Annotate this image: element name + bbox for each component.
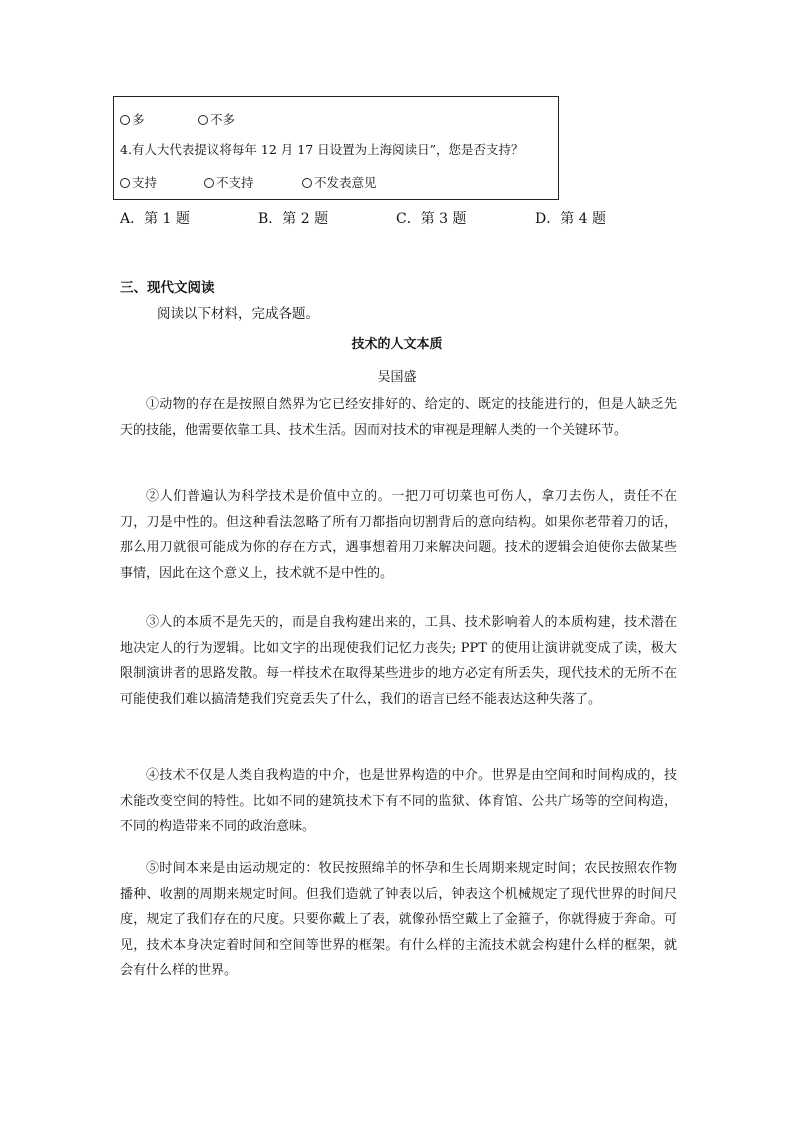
option-label: 不支持 bbox=[216, 175, 254, 190]
option-label: 多 bbox=[132, 112, 145, 127]
option-support[interactable] bbox=[120, 173, 157, 191]
paragraph-3: ③人的本质不是先天的，而是自我构建出来的，工具、技术影响着人的本质构建，技术潜在地决定人的行为逻辑。比如文字的出现使我们记忆力丧失; PPT 的使用让演讲就变成了读，极大限制演讲者的思路发散。每一样技术在取得某些进步的地方必定有所丢失，现代技术的无所不在可能使我们难以搞清楚我们究竟丢失了什么，我们的语言已经不能表达这种失落了。 bbox=[120, 615, 677, 707]
option-not-support[interactable] bbox=[204, 173, 254, 191]
radio-circle-icon[interactable] bbox=[204, 178, 214, 188]
question-4: 4.有人大代表提议将每年 12 月 17 日设置为上海阅读日”，您是否支持？ bbox=[120, 142, 524, 157]
article-title: 技术的人文本质 bbox=[351, 337, 443, 352]
choice-c[interactable]: C．第 3 题 bbox=[396, 211, 467, 227]
radio-circle-icon[interactable] bbox=[302, 178, 312, 188]
option-duo[interactable] bbox=[120, 110, 145, 128]
radio-circle-icon[interactable] bbox=[120, 115, 130, 125]
survey-box bbox=[113, 96, 559, 200]
paragraph-5: ⑤时间本来是由运动规定的：牧民按照绵羊的怀孕和生长周期来规定时间；农民按照农作物播种、收割的周期来规定时间。但我们造就了钟表以后，钟表这个机械规定了现代世界的时间尺度，规定了我们存在的尺度。只要你戴上了表，就像孙悟空戴上了金箍子，你就得疲于奔命。可见，技术本身决定着时间和空间等世界的框架。有什么样的主流技术就会构建什么样的框架，就会有什么样的世界。 bbox=[120, 861, 677, 978]
paragraph-1: ①动物的存在是按照自然界为它已经安排好的、给定的、既定的技能进行的，但是人缺乏先天的技能，他需要依靠工具、技术生活。因而对技术的审视是理解人类的一个关键环节。 bbox=[120, 397, 677, 438]
option-no-opinion[interactable] bbox=[302, 173, 377, 191]
answer-choices bbox=[120, 208, 640, 228]
paragraph-2: ②人们普遍认为科学技术是价值中立的。一把刀可切菜也可伤人，拿刀去伤人，责任不在刀，刀是中性的。但这种看法忽略了所有刀都指向切割背后的意向结构。如果你老带着刀的话，那么用刀就很可能成为你的存在方式，遇事想着用刀来解决问题。技术的逻辑会迫使你去做某些事情，因此在这个意义上，技术就不是中性的。 bbox=[120, 489, 677, 581]
radio-circle-icon[interactable] bbox=[198, 115, 208, 125]
radio-circle-icon[interactable] bbox=[120, 178, 130, 188]
section-title: 三、现代文阅读 bbox=[120, 280, 215, 296]
choice-b[interactable]: B．第 2 题 bbox=[258, 211, 329, 227]
option-label: 支持 bbox=[132, 175, 158, 190]
paragraph-4: ④技术不仅是人类自我构造的中介，也是世界构造的中介。世界是由空间和时间构成的，技术能改变空间的特性。比如不同的建筑技术下有不同的监狱、体育馆、公共广场等的空间构造，不同的构造带来不同的政治意味。 bbox=[120, 768, 677, 834]
choice-a[interactable]: A．第 1 题 bbox=[120, 211, 190, 227]
option-buduo[interactable] bbox=[198, 110, 235, 128]
section-instruction: 阅读以下材料，完成各题。 bbox=[157, 306, 319, 322]
option-label: 不多 bbox=[210, 112, 236, 127]
option-label: 不发表意见 bbox=[314, 175, 377, 190]
choice-d[interactable]: D．第 4 题 bbox=[535, 211, 607, 227]
article-author: 吴国盛 bbox=[377, 370, 417, 385]
